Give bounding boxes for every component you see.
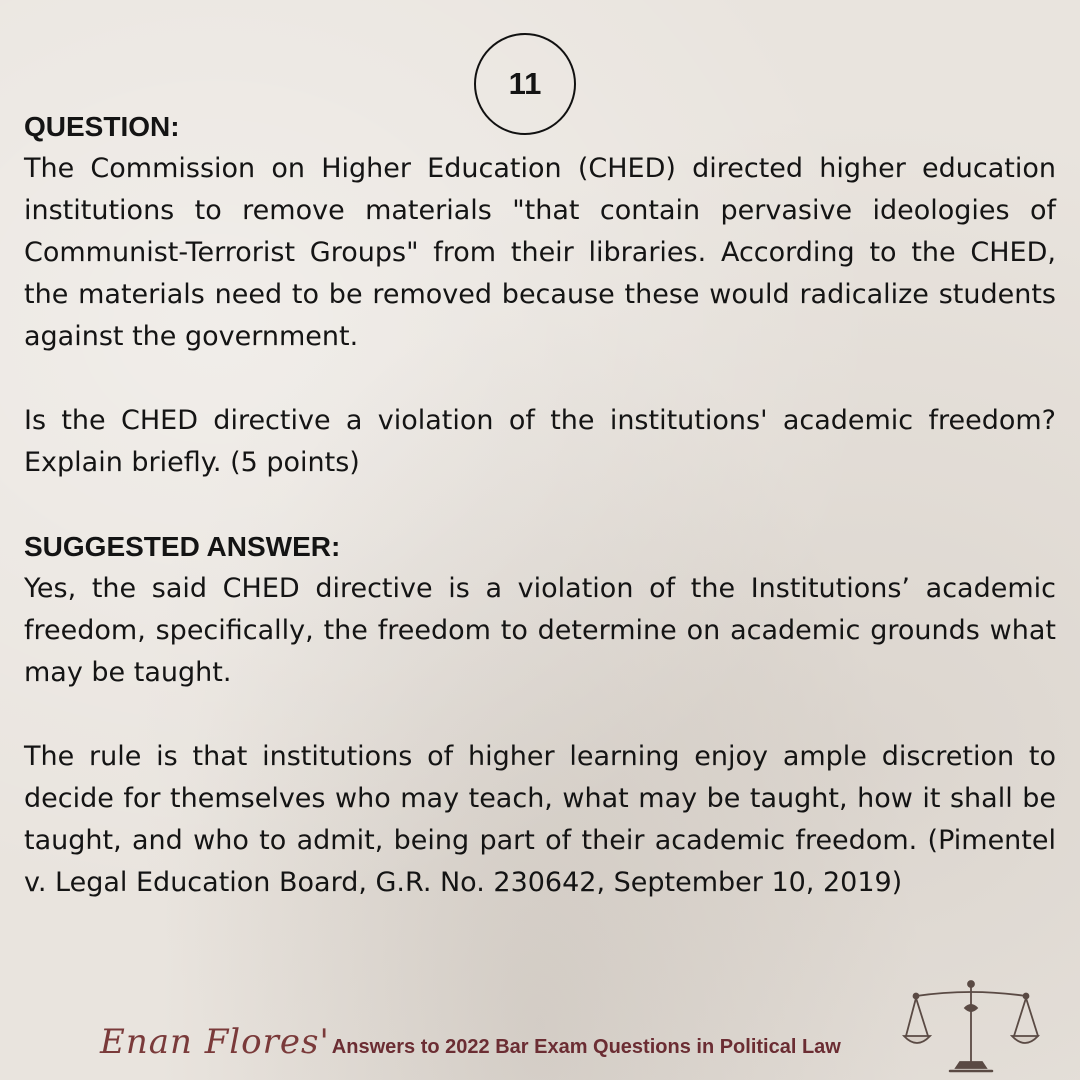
- question-paragraph: The Commission on Higher Education (CHED) directed higher education institutions to remove materials "that contain pervasive ideologies of Communist-Terrorist Groups" from their libraries. According to the CHED, the materials need to be removed because these would radicalize students against the government.: [24, 153, 1056, 352]
- question-answer-content: [24, 106, 1056, 904]
- question-number: 11: [508, 66, 542, 101]
- answer-paragraph: Yes, the said CHED directive is a violation of the Institutions’ academic freedom, specifically, the freedom to determine on academic grounds what may be taught.: [24, 573, 1056, 688]
- question-prompt: Is the CHED directive a violation of the institutions' academic freedom? Explain briefly. (5 points): [24, 405, 1056, 478]
- footer-title: Answers to 2022 Bar Exam Questions in Political Law: [331, 1035, 841, 1058]
- scales-of-justice-icon: [902, 978, 1040, 1074]
- question-heading: QUESTION:: [24, 111, 180, 142]
- answer-paragraph: The rule is that institutions of higher learning enjoy ample discretion to decide for themselves who may teach, what may be taught, how it shall be taught, and who to admit, being part of their academic freedom. (Pimentel v. Legal Education Board, G.R. No. 230642, September 10, 2019): [24, 741, 1056, 898]
- answer-heading: SUGGESTED ANSWER:: [24, 531, 341, 562]
- author-signature: Enan Flores': [100, 1022, 330, 1062]
- footer: [100, 1012, 841, 1072]
